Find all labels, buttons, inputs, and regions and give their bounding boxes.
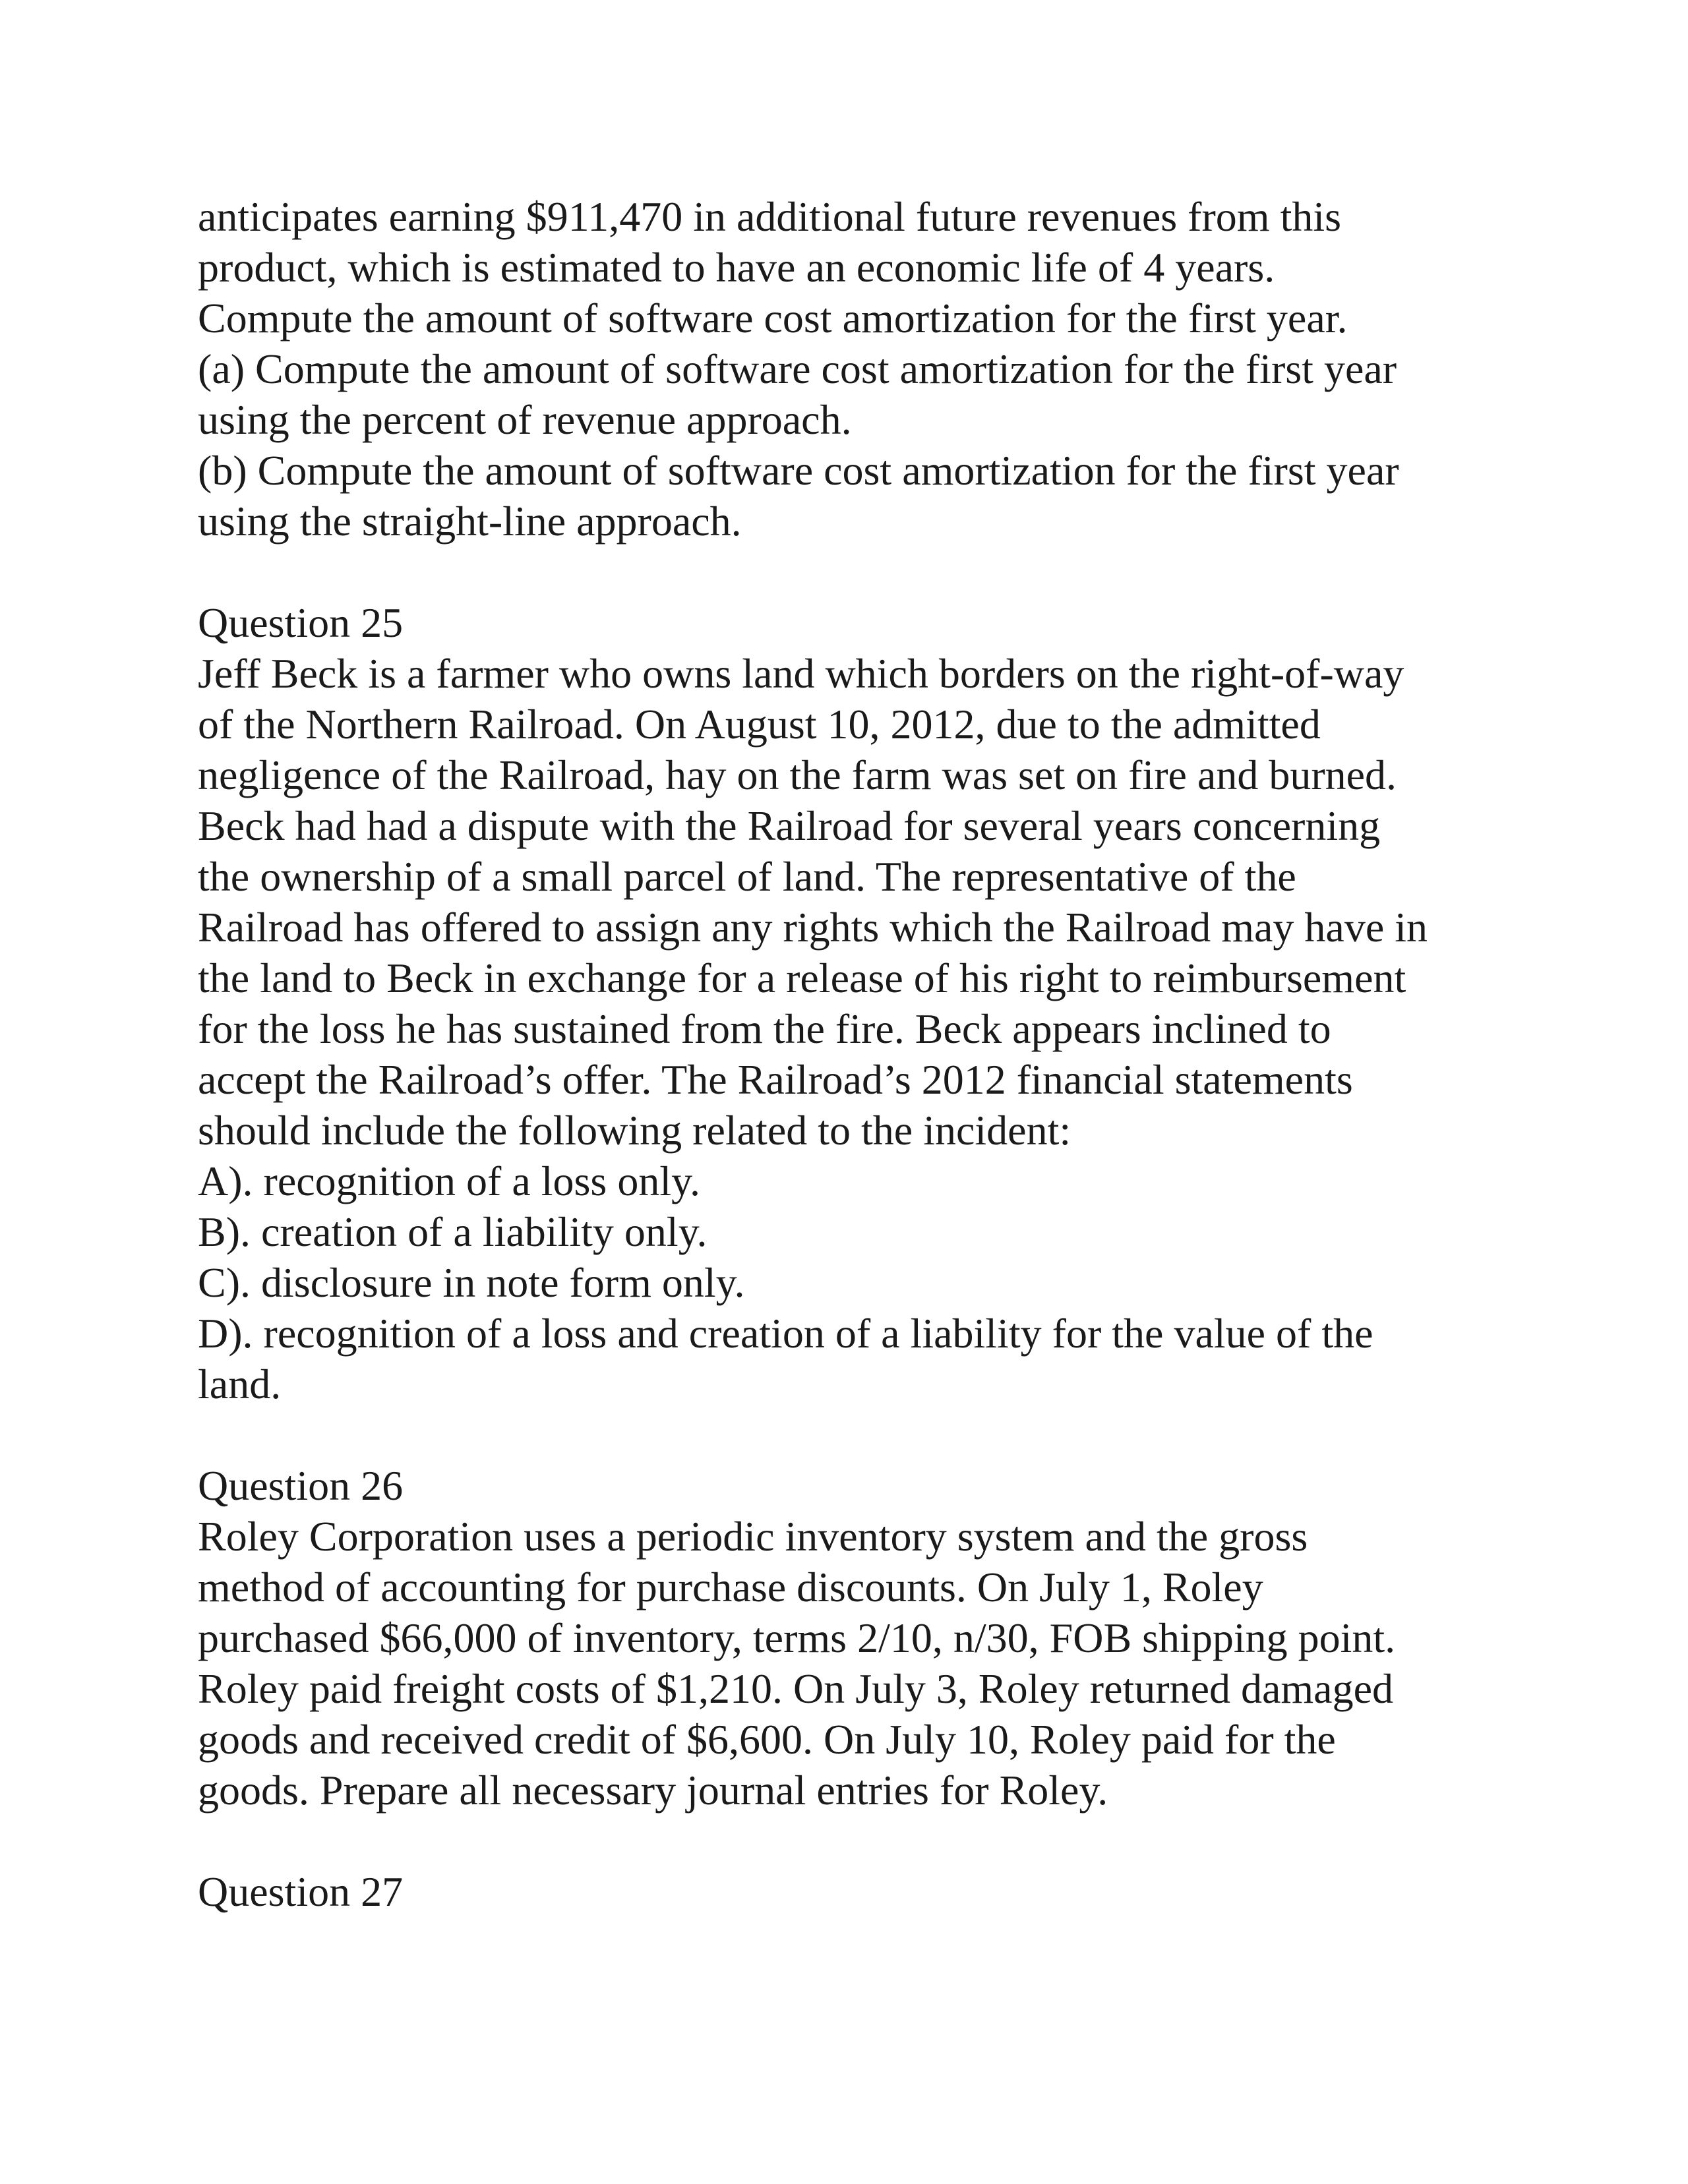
question-26-block [198,1460,1517,1815]
text-line: for the loss he has sustained from the fire. Beck appears inclined to [198,1005,1331,1052]
text-line: product, which is estimated to have an economic life of 4 years. [198,244,1275,291]
question-25-heading: Question 25 [198,599,404,646]
text-line: goods and received credit of $6,600. On July 10, Roley paid for the [198,1716,1336,1763]
text-line: Roley paid freight costs of $1,210. On July 3, Roley returned damaged [198,1665,1393,1712]
text-line: accept the Railroad’s offer. The Railroad’s 2012 financial statements [198,1056,1353,1103]
text-line: Roley Corporation uses a periodic inventory system and the gross [198,1513,1308,1560]
text-line: Compute the amount of software cost amortization for the first year. [198,295,1348,341]
text-line: using the percent of revenue approach. [198,396,852,443]
text-line: method of accounting for purchase discounts. On July 1, Roley [198,1564,1263,1610]
text-line: (a) Compute the amount of software cost amortization for the first year [198,345,1397,392]
text-line: purchased $66,000 of inventory, terms 2/10, n/30, FOB shipping point. [198,1614,1396,1661]
text-line: Railroad has offered to assign any rights which the Railroad may have in [198,904,1428,951]
document-text [198,191,1517,1917]
continued-question-block [198,191,1517,546]
text-line: Beck had had a dispute with the Railroad for several years concerning [198,802,1381,849]
text-line: using the straight-line approach. [198,498,742,545]
text-line: should include the following related to the incident: [198,1107,1071,1154]
question-25-block [198,597,1517,1409]
text-line: anticipates earning $911,470 in additional future revenues from this [198,193,1342,240]
answer-option-d-continued: land. [198,1361,282,1407]
answer-option-c: C). disclosure in note form only. [198,1259,745,1306]
text-line: the ownership of a small parcel of land. The representative of the [198,853,1296,900]
question-27-heading: Question 27 [198,1868,404,1915]
paragraph-gap [198,1815,1517,1866]
text-line: goods. Prepare all necessary journal entries for Roley. [198,1767,1108,1814]
answer-option-d: D). recognition of a loss and creation of a liability for the value of the [198,1310,1373,1357]
paragraph-gap [198,546,1517,597]
paragraph-gap [198,1409,1517,1460]
question-26-heading: Question 26 [198,1462,404,1509]
text-line: of the Northern Railroad. On August 10, 2012, due to the admitted [198,701,1321,748]
text-line: (b) Compute the amount of software cost amortization for the first year [198,447,1399,494]
text-line: Jeff Beck is a farmer who owns land which borders on the right-of-way [198,650,1404,697]
text-line: negligence of the Railroad, hay on the farm was set on fire and burned. [198,752,1397,798]
text-line: the land to Beck in exchange for a release of his right to reimbursement [198,955,1406,1001]
answer-option-b: B). creation of a liability only. [198,1208,708,1255]
answer-option-a: A). recognition of a loss only. [198,1158,700,1204]
question-27-block [198,1866,1517,1917]
